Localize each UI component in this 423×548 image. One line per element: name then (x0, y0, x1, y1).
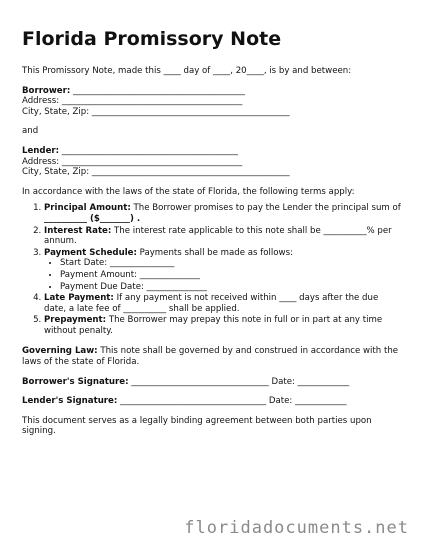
term-extra: __________% per annum. (44, 225, 392, 247)
term-schedule (44, 248, 401, 292)
term-label: Late Payment: (44, 293, 114, 304)
lender-signature-line (22, 396, 401, 407)
borrower-name-line (22, 86, 401, 97)
lender-city: City, State, Zip: ______________________________________________ (22, 167, 290, 178)
closing-text: This document serves as a legally binding agreement between both parties upon signing. (22, 415, 372, 437)
term-label: Principal Amount: (44, 203, 131, 214)
schedule-item: • Payment Due Date: ______________ (60, 282, 401, 293)
borrower-name-blank: ________________________________________ (70, 85, 245, 96)
lender-label: Lender: (22, 145, 60, 156)
governing-law (22, 346, 401, 367)
lender-signature-blank: __________________________________ Date: ____________ (117, 396, 347, 407)
term-label: Interest Rate: (44, 225, 112, 236)
and-text: and (22, 126, 39, 137)
governing-text: This note shall be governed by and construed in accordance with the laws of the state of Florida. (22, 346, 399, 368)
term-extra: __________ ($_______) . (44, 213, 141, 224)
lender-name-blank: _________________________________________ (59, 145, 238, 156)
terms-intro: In accordance with the laws of the state of Florida, the following terms apply: (22, 186, 355, 197)
governing-label: Governing Law: (22, 346, 98, 357)
term-text: The Borrower promises to pay the Lender the principal sum of (130, 203, 401, 214)
document-title: Florida Promissory Note (22, 28, 282, 50)
borrower-block (22, 86, 401, 118)
term-interest (44, 226, 401, 247)
watermark: floridadocuments.net (184, 518, 409, 538)
term-text: The Borrower may prepay this note in full or in part at any time without penalty. (44, 315, 383, 336)
term-label: Prepayment: (44, 315, 107, 326)
lender-block (22, 146, 401, 178)
borrower-label: Borrower: (22, 85, 71, 96)
term-text: The interest rate applicable to this note shall be (111, 225, 324, 236)
term-principal (44, 203, 401, 224)
borrower-address: Address: __________________________________________ (22, 96, 243, 107)
borrower-signature-label: Borrower's Signature: (22, 376, 129, 387)
term-prepayment (44, 315, 401, 336)
intro-text: This Promissory Note, made this ____ day of ____, 20____, is by and between: (22, 66, 352, 76)
terms-list (22, 203, 401, 336)
lender-name-line (22, 146, 401, 157)
term-label: Payment Schedule: (44, 247, 137, 258)
term-late-payment (44, 293, 401, 314)
lender-signature-label: Lender's Signature: (22, 396, 118, 407)
schedule-item: • Payment Amount: ______________ (60, 270, 401, 281)
lender-address: Address: __________________________________________ (22, 156, 243, 167)
term-text: If any payment is not received within ____ days after the due date, a late fee of __________ shall be applied. (44, 293, 379, 314)
schedule-list (44, 258, 401, 292)
borrower-city: City, State, Zip: ______________________________________________ (22, 106, 290, 117)
schedule-item: • Start Date: _______________ (60, 258, 401, 269)
term-text: Payments shall be made as follows: (136, 247, 293, 258)
borrower-signature-blank: ________________________________ Date: ____________ (128, 376, 350, 387)
borrower-signature-line (22, 377, 401, 388)
